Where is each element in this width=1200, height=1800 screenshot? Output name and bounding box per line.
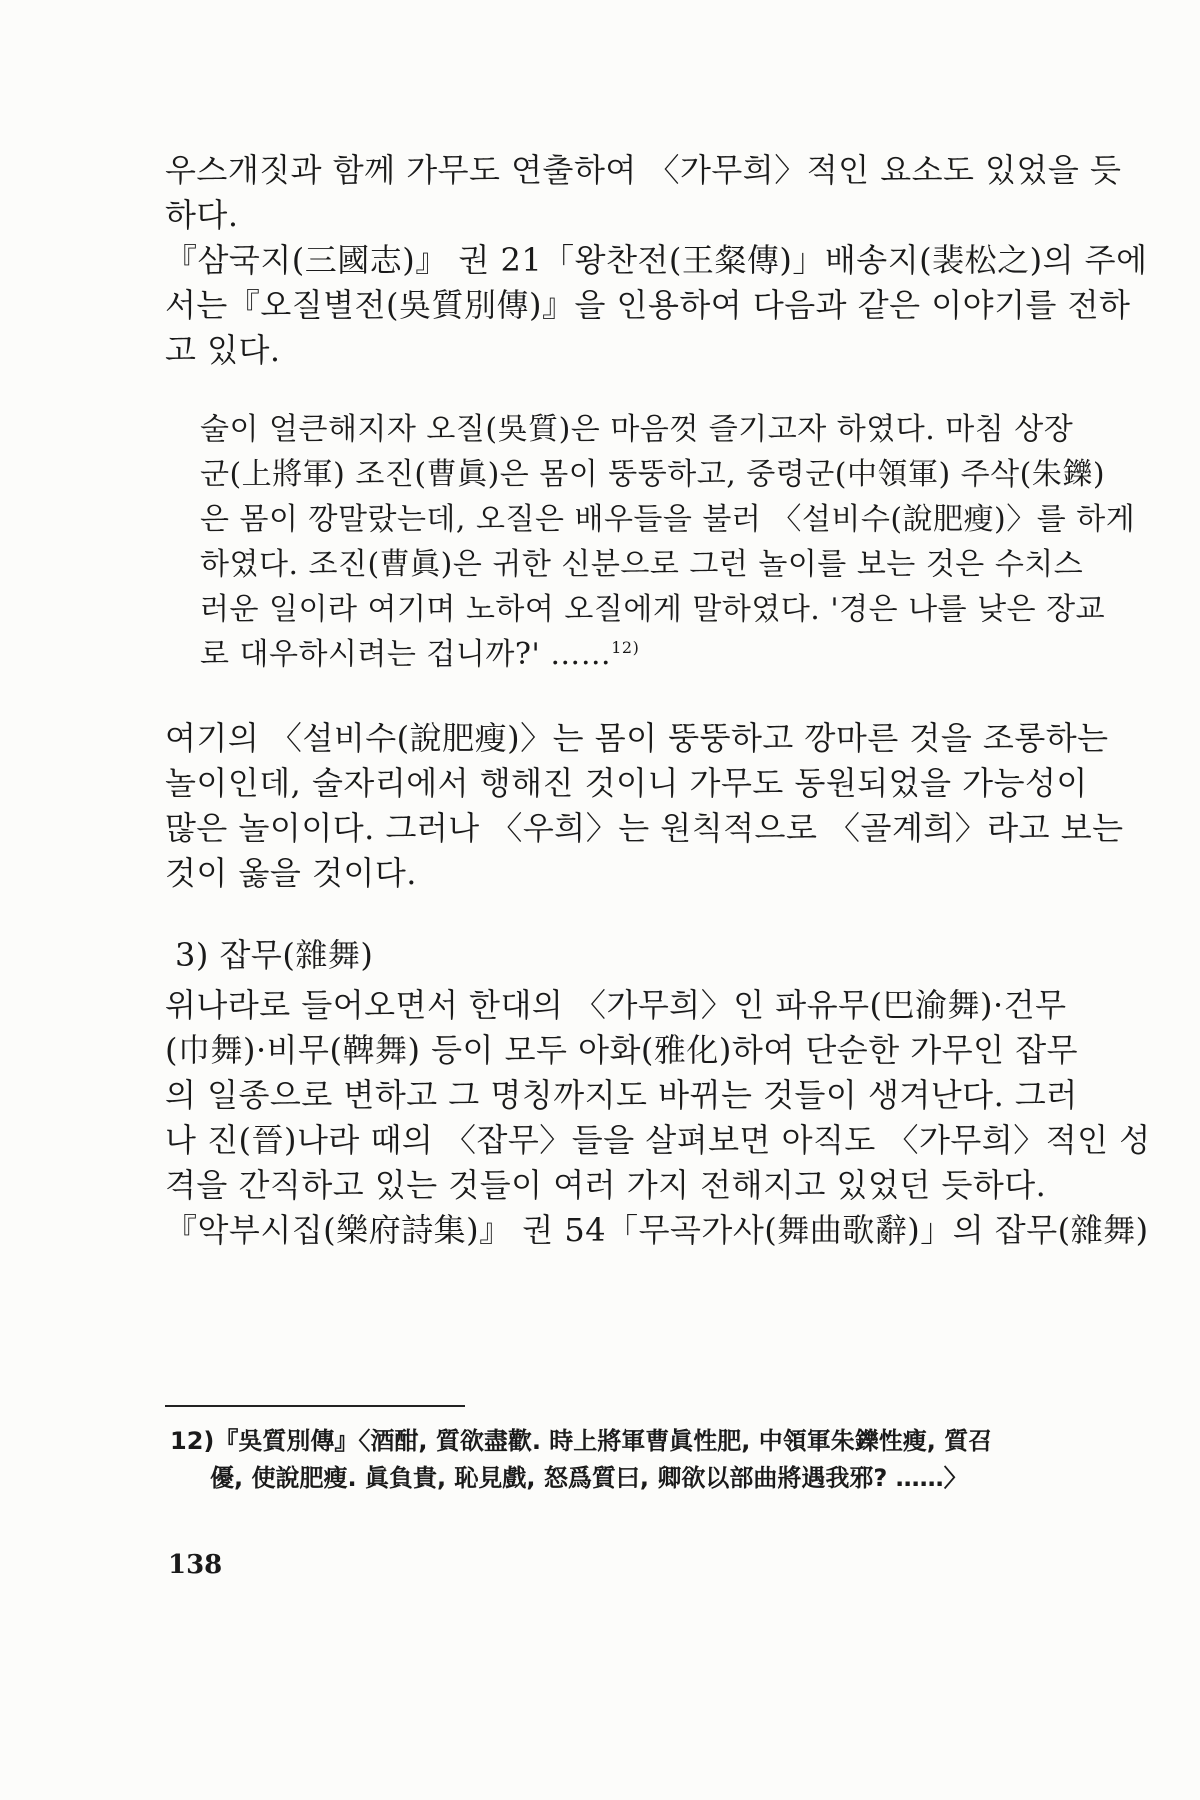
body-text-line: 하다. <box>165 196 239 234</box>
page-number: 138 <box>168 1550 223 1580</box>
quote-text-line: 군(上將軍) 조진(曹眞)은 몸이 뚱뚱하고, 중령군(中領軍) 주삭(朱鑠) <box>200 457 1106 492</box>
quote-text-line: 하였다. 조진(曹眞)은 귀한 신분으로 그런 놀이를 보는 것은 수치스 <box>200 547 1084 582</box>
body-text-line: 고 있다. <box>165 331 281 369</box>
section-heading: 3) 잡무(雜舞) <box>175 936 374 974</box>
body-text-line: 『악부시집(樂府詩集)』 권 54「무곡가사(舞曲歌辭)」의 잡무(雜舞) <box>165 1211 1149 1249</box>
quote-text-line <box>200 635 639 675</box>
footnote-divider <box>165 1405 465 1407</box>
body-text-line: 나 진(晉)나라 때의 〈잡무〉들을 살펴보면 아직도 〈가무희〉적인 성 <box>165 1121 1151 1159</box>
quote-text-line: 은 몸이 깡말랐는데, 오질은 배우들을 불러 〈설비수(說肥瘦)〉를 하게 <box>200 502 1136 537</box>
body-text-line: 우스개짓과 함께 가무도 연출하여 〈가무희〉적인 요소도 있었을 듯 <box>165 151 1122 189</box>
footnote-text-line: 優, 使說肥瘦. 眞負貴, 恥見戲, 怒爲質曰, 卿欲以部曲將遇我邪? ……〉 <box>210 1464 968 1492</box>
footnote-text-line: 12)『吳質別傳』〈酒酣, 質欲盡歡. 時上將軍曹眞性肥, 中領軍朱鑠性瘦, 質召 <box>170 1427 993 1455</box>
body-text-line: 『삼국지(三國志)』 권 21「왕찬전(王粲傳)」배송지(裴松之)의 주에 <box>165 241 1148 279</box>
body-text-line: 놀이인데, 술자리에서 행해진 것이니 가무도 동원되었을 가능성이 <box>165 764 1088 802</box>
body-text-line: 여기의 〈설비수(說肥瘦)〉는 몸이 뚱뚱하고 깡마른 것을 조롱하는 <box>165 719 1109 757</box>
quote-text: 로 대우하시려는 겁니까?' …… <box>200 637 612 672</box>
quote-text-line: 러운 일이라 여기며 노하여 오질에게 말하였다. '경은 나를 낮은 장교 <box>200 592 1106 627</box>
body-text-line: (巾舞)·비무(鞞舞) 등이 모두 아화(雅化)하여 단순한 가무인 잡무 <box>165 1031 1079 1069</box>
footnote-reference: 12) <box>611 638 640 657</box>
body-text-line: 서는『오질별전(吳質別傳)』을 인용하여 다음과 같은 이야기를 전하 <box>165 286 1131 324</box>
body-text-line: 격을 간직하고 있는 것들이 여러 가지 전해지고 있었던 듯하다. <box>165 1166 1047 1204</box>
body-text-line: 많은 놀이이다. 그러나 〈우희〉는 원칙적으로 〈골계희〉라고 보는 <box>165 809 1124 847</box>
body-text-line: 의 일종으로 변하고 그 명칭까지도 바뀌는 것들이 생겨난다. 그러 <box>165 1076 1078 1114</box>
body-text-line: 위나라로 들어오면서 한대의 〈가무희〉인 파유무(巴渝舞)·건무 <box>165 986 1067 1024</box>
body-text-line: 것이 옳을 것이다. <box>165 854 417 892</box>
quote-text-line: 술이 얼큰해지자 오질(吳質)은 마음껏 즐기고자 하였다. 마침 상장 <box>200 412 1074 447</box>
